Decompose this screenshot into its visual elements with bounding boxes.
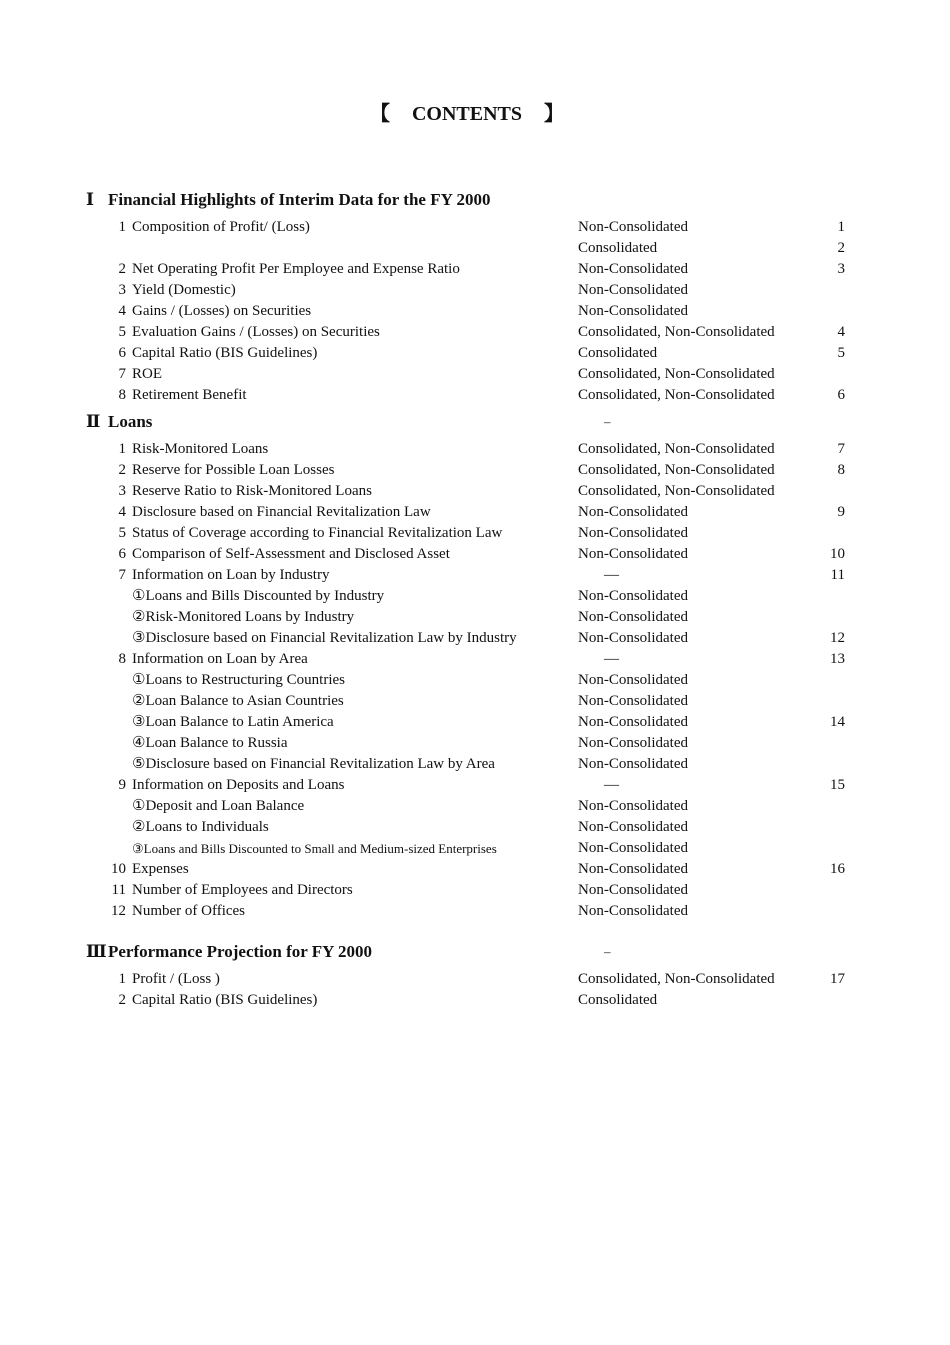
item-number: 4 (118, 504, 126, 520)
item-title: Disclosure based on Financial Revitalization Law (132, 504, 431, 520)
item-title: Risk-Monitored Loans (132, 441, 269, 457)
toc-subitem[interactable] (0, 796, 950, 817)
item-scope: Non-Consolidated (578, 819, 688, 835)
page-number: 10 (830, 546, 845, 562)
item-title: ③Loans and Bills Discounted to Small and Medium-sized Enterprises (132, 841, 497, 856)
item-number: 2 (118, 462, 126, 478)
item-title: Expenses (132, 861, 189, 877)
item-scope: Non-Consolidated (578, 630, 688, 646)
page-number: 9 (837, 504, 845, 520)
item-number: 2 (118, 261, 126, 277)
toc-subitem[interactable] (0, 586, 950, 607)
toc-item[interactable] (0, 969, 950, 990)
toc-item[interactable] (0, 990, 950, 1011)
item-scope: Consolidated, Non-Consolidated (578, 441, 775, 457)
page-number: 4 (837, 324, 845, 340)
item-scope: Consolidated, Non-Consolidated (578, 971, 775, 987)
toc-item[interactable] (0, 385, 950, 406)
page-number: 17 (830, 971, 845, 987)
item-scope: Consolidated, Non-Consolidated (578, 366, 775, 382)
toc-item[interactable] (0, 481, 950, 502)
item-scope: Non-Consolidated (578, 525, 688, 541)
item-scope: — (604, 651, 619, 667)
toc-subitem[interactable] (0, 754, 950, 775)
item-title: ②Loans to Individuals (132, 819, 269, 835)
section-heading[interactable] (0, 410, 950, 434)
section-heading[interactable] (0, 188, 950, 212)
toc-item[interactable] (0, 523, 950, 544)
item-scope: Non-Consolidated (578, 756, 688, 772)
item-title: ③Loan Balance to Latin America (132, 714, 334, 730)
section-heading[interactable] (0, 940, 950, 964)
item-title: ④Loan Balance to Russia (132, 735, 288, 751)
page-number: 14 (830, 714, 845, 730)
item-number: 11 (111, 882, 126, 898)
section-title: Loans (108, 412, 153, 431)
item-title: Information on Loan by Industry (132, 567, 330, 583)
item-number: 4 (118, 303, 126, 319)
item-scope: Non-Consolidated (578, 903, 688, 919)
item-number: 10 (111, 861, 126, 877)
page-number: 15 (830, 777, 845, 793)
item-title: ROE (132, 366, 162, 382)
item-title: Composition of Profit/ (Loss) (132, 219, 310, 235)
item-title: ③Disclosure based on Financial Revitalization Law by Industry (132, 630, 517, 646)
title-text: CONTENTS (411, 103, 523, 125)
toc-subitem[interactable] (0, 712, 950, 733)
item-title: ②Risk-Monitored Loans by Industry (132, 609, 355, 625)
page-number: 16 (830, 861, 845, 877)
section-title: Performance Projection for FY 2000 (108, 942, 373, 961)
toc-subitem[interactable] (0, 607, 950, 628)
toc-item[interactable] (0, 322, 950, 343)
item-scope: Non-Consolidated (578, 672, 688, 688)
toc-subitem[interactable] (0, 838, 950, 859)
toc-item[interactable] (0, 280, 950, 301)
toc-item[interactable] (0, 460, 950, 481)
item-number: 1 (118, 441, 126, 457)
section-numeral: Ⅲ (86, 942, 107, 961)
item-title: Gains / (Losses) on Securities (132, 303, 312, 319)
item-number: 7 (118, 567, 126, 583)
item-scope: Consolidated, Non-Consolidated (578, 483, 775, 499)
item-scope: Non-Consolidated (578, 261, 688, 277)
item-title: ⑤Disclosure based on Financial Revitalization Law by Area (132, 756, 495, 772)
item-title: ②Loan Balance to Asian Countries (132, 693, 344, 709)
item-title: Number of Employees and Directors (132, 882, 353, 898)
item-scope: — (604, 567, 619, 583)
item-title: Capital Ratio (BIS Guidelines) (132, 992, 318, 1008)
item-title: Evaluation Gains / (Losses) on Securities (132, 324, 380, 340)
item-scope: Non-Consolidated (578, 798, 688, 814)
item-scope: Consolidated, Non-Consolidated (578, 324, 775, 340)
toc-item[interactable] (0, 901, 950, 922)
item-number: 1 (118, 219, 126, 235)
toc-item[interactable] (0, 343, 950, 364)
toc-subitem[interactable] (0, 817, 950, 838)
page-number: 8 (837, 462, 845, 478)
page-number: 7 (837, 441, 845, 457)
toc-item[interactable] (0, 859, 950, 880)
toc-item[interactable] (0, 259, 950, 280)
item-title: Information on Loan by Area (132, 651, 308, 667)
item-scope: Non-Consolidated (578, 882, 688, 898)
item-number: 6 (118, 345, 126, 361)
item-number: 8 (118, 651, 126, 667)
item-number: 9 (118, 777, 126, 793)
item-title: ①Deposit and Loan Balance (132, 798, 305, 814)
item-scope: — (604, 777, 619, 793)
toc-item[interactable] (0, 880, 950, 901)
item-number: 2 (118, 992, 126, 1008)
item-number: 7 (118, 366, 126, 382)
item-number: 5 (118, 525, 126, 541)
section-title: Financial Highlights of Interim Data for the FY 2000 (108, 190, 491, 209)
item-scope: Non-Consolidated (578, 282, 688, 298)
item-title: Reserve Ratio to Risk-Monitored Loans (132, 483, 372, 499)
title-open-bracket: 【 (369, 103, 390, 125)
item-scope: Non-Consolidated (578, 840, 688, 856)
item-number: 6 (118, 546, 126, 562)
item-scope: Consolidated, Non-Consolidated (578, 462, 775, 478)
toc-subitem[interactable] (0, 670, 950, 691)
item-title: Number of Offices (132, 903, 246, 919)
item-number: 3 (118, 483, 126, 499)
item-scope: Non-Consolidated (578, 504, 688, 520)
page-title (0, 97, 934, 126)
toc-item[interactable] (0, 217, 950, 238)
item-scope: Non-Consolidated (578, 735, 688, 751)
item-scope: Non-Consolidated (578, 546, 688, 562)
section-scope: – (604, 414, 611, 429)
item-title: Comparison of Self-Assessment and Disclosed Asset (132, 546, 450, 562)
toc-subitem[interactable] (0, 628, 950, 649)
item-scope: Consolidated (578, 345, 658, 361)
item-title: Profit / (Loss ) (132, 971, 220, 987)
item-title: Status of Coverage according to Financial Revitalization Law (132, 525, 503, 541)
item-title: Capital Ratio (BIS Guidelines) (132, 345, 318, 361)
title-close-bracket: 】 (544, 103, 565, 125)
item-title: Yield (Domestic) (132, 282, 236, 298)
toc-subitem[interactable] (0, 691, 950, 712)
toc-item[interactable] (0, 775, 950, 796)
item-title: Retirement Benefit (132, 387, 247, 403)
item-number: 1 (118, 971, 126, 987)
toc-subitem[interactable] (0, 733, 950, 754)
toc-item[interactable] (0, 565, 950, 586)
item-scope: Non-Consolidated (578, 714, 688, 730)
item-title: Net Operating Profit Per Employee and Expense Ratio (132, 261, 460, 277)
item-scope: Non-Consolidated (578, 303, 688, 319)
page-number: 5 (837, 345, 845, 361)
toc-item[interactable] (0, 502, 950, 523)
page-number: 11 (830, 567, 845, 583)
item-number: 3 (118, 282, 126, 298)
page-number: 3 (837, 261, 845, 277)
item-scope: Non-Consolidated (578, 219, 688, 235)
toc-item[interactable] (0, 544, 950, 565)
item-scope: Consolidated (578, 240, 658, 256)
item-title: ①Loans to Restructuring Countries (132, 672, 346, 688)
page-number: 13 (830, 651, 845, 667)
section-scope: – (604, 944, 611, 959)
item-number: 12 (111, 903, 126, 919)
item-number: 8 (118, 387, 126, 403)
page-number: 1 (837, 219, 845, 235)
item-title: Information on Deposits and Loans (132, 777, 345, 793)
item-title: ①Loans and Bills Discounted by Industry (132, 588, 385, 604)
toc-item[interactable] (0, 238, 950, 259)
item-scope: Consolidated (578, 992, 658, 1008)
item-number: 5 (118, 324, 126, 340)
page-number: 6 (837, 387, 845, 403)
item-scope: Non-Consolidated (578, 588, 688, 604)
item-scope: Non-Consolidated (578, 609, 688, 625)
item-scope: Non-Consolidated (578, 861, 688, 877)
item-scope: Consolidated, Non-Consolidated (578, 387, 775, 403)
section-numeral: Ⅱ (86, 412, 101, 431)
toc-item[interactable] (0, 439, 950, 460)
toc-item[interactable] (0, 301, 950, 322)
toc-item[interactable] (0, 364, 950, 385)
toc-item[interactable] (0, 649, 950, 670)
page-number: 2 (837, 240, 845, 256)
item-title: Reserve for Possible Loan Losses (132, 462, 335, 478)
section-numeral: Ⅰ (86, 190, 94, 209)
page-number: 12 (830, 630, 845, 646)
item-scope: Non-Consolidated (578, 693, 688, 709)
